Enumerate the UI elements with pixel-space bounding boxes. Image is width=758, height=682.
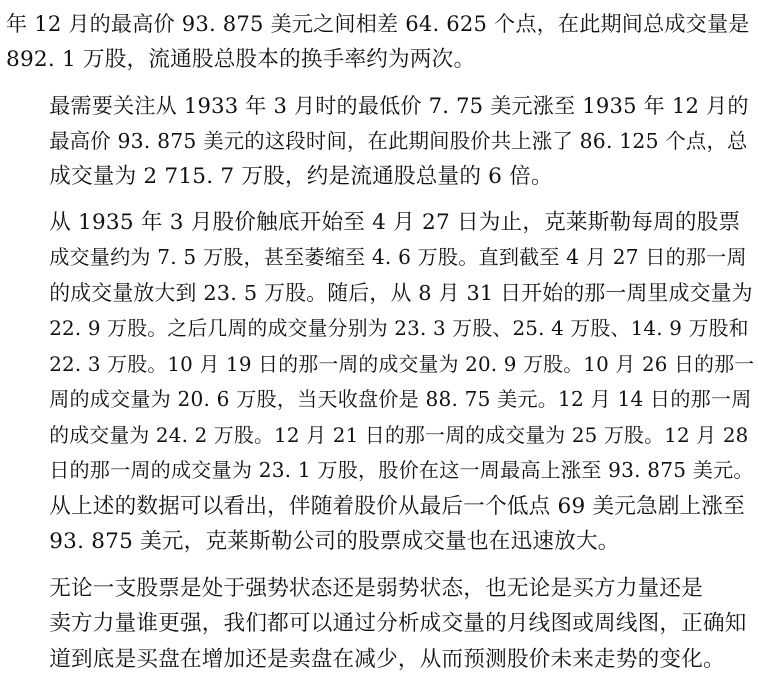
paragraph-4	[6, 571, 754, 678]
paragraph-3	[6, 205, 754, 560]
text-line: 22. 3 万股。10 月 19 日的那一周的成交量为 20. 9 万股。10 月 26 日的那一	[49, 352, 754, 376]
text-line: 卖方力量谁更强，我们都可以通过分析成交量的月线图或周线图，正确知	[49, 611, 747, 636]
paragraph-2	[6, 88, 754, 195]
text-line: 周的成交量为 20. 6 万股，当天收盘价是 88. 75 美元。12 月 14 日的那一周	[49, 387, 752, 411]
text-line: 无论一支股票是处于强势状态还是弱势状态，也无论是买方力量还是	[49, 575, 704, 601]
text-line: 成交量约为 7. 5 万股，甚至萎缩至 4. 6 万股。直到截至 4 月 27 日的那一周	[49, 245, 747, 269]
text-line: 从上述的数据可以看出，伴随着股价从最后一个低点 69 美元急剧上涨至	[49, 493, 746, 519]
text-line: 最高价 93. 875 美元的这段时间，在此期间股价共上涨了 86. 125 个点，总	[49, 128, 748, 153]
text-line: 从 1935 年 3 月股价触底开始至 4 月 27 日为止，克莱斯勒每周的股票	[49, 209, 741, 235]
text-line: 892. 1 万股，流通股总股本的换手率约为两次。	[6, 46, 476, 72]
text-line: 的成交量为 24. 2 万股。12 月 21 日的那一周的成交量为 25 万股。12 月 28	[49, 423, 749, 447]
text-line: 22. 9 万股。之后几周的成交量分别为 23. 3 万股、25. 4 万股、14. 9 万股和	[49, 317, 749, 340]
paragraph-1	[6, 6, 754, 77]
text-line: 日的那一周的成交量为 23. 1 万股，股价在这一周最高上涨至 93. 875 美元。	[49, 458, 754, 482]
text-line: 的成交量放大到 23. 5 万股。随后，从 8 月 31 日开始的那一周里成交量为	[49, 280, 753, 305]
text-line: 成交量为 2 715. 7 万股，约是流通股总量的 6 倍。	[49, 164, 553, 189]
text-line: 道到底是买盘在增加还是卖盘在减少，从而预测股价未来走势的变化。	[49, 646, 725, 672]
text-line: 最需要关注从 1933 年 3 月时的最低价 7. 75 美元涨至 1935 年 12 月的	[49, 93, 749, 118]
text-line: 年 12 月的最高价 93. 875 美元之间相差 64. 625 个点，在此期间总成交量是	[6, 11, 750, 36]
text-line: 93. 875 美元，克莱斯勒公司的股票成交量也在迅速放大。	[49, 529, 620, 554]
